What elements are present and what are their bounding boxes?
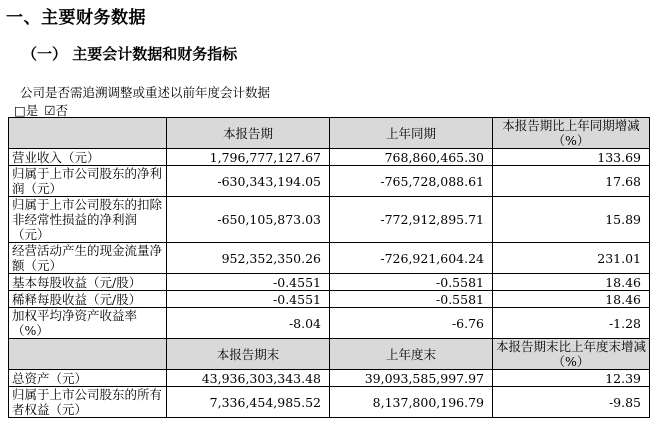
table-header-row [9, 339, 650, 370]
cell-value: -0.5581 [330, 291, 493, 308]
table-header-row [9, 118, 650, 149]
row-label: 总资产（元） [9, 370, 167, 387]
cell-value: -772,912,895.71 [330, 197, 493, 243]
cell-value: -0.4551 [167, 274, 330, 291]
row-label: 营业收入（元） [9, 149, 167, 166]
option-no-checkbox: ☑否 [44, 103, 69, 118]
cell-value: -0.4551 [167, 291, 330, 308]
row-label: 归属于上市公司股东的净利润（元） [9, 166, 167, 197]
table-row [9, 243, 650, 274]
table-row [9, 166, 650, 197]
cell-value: -726,921,604.24 [330, 243, 493, 274]
table-row [9, 387, 650, 418]
option-yes-checkbox: □是 [14, 103, 39, 118]
header-cell [9, 339, 167, 370]
cell-value: -0.5581 [330, 274, 493, 291]
row-label: 经营活动产生的现金流量净额（元） [9, 243, 167, 274]
cell-value: -1.28 [493, 308, 650, 339]
restatement-question: 公司是否需追溯调整或重述以前年度会计数据 [20, 85, 271, 100]
cell-value: 39,093,585,997.97 [330, 370, 493, 387]
row-label: 归属于上市公司股东的所有者权益（元） [9, 387, 167, 418]
cell-value: 768,860,465.30 [330, 149, 493, 166]
header-cell: 本报告期 [167, 118, 330, 149]
header-cell: 本报告期末 [167, 339, 330, 370]
row-label: 基本每股收益（元/股） [9, 274, 167, 291]
cell-value: -9.85 [493, 387, 650, 418]
cell-value: 1,796,777,127.67 [167, 149, 330, 166]
subsection-title: （一） 主要会计数据和财务指标 [22, 45, 238, 63]
header-cell: 上年同期 [330, 118, 493, 149]
row-label: 加权平均净资产收益率（%） [9, 308, 167, 339]
table-row [9, 291, 650, 308]
cell-value: 231.01 [493, 243, 650, 274]
cell-value: 15.89 [493, 197, 650, 243]
table-row [9, 370, 650, 387]
cell-value: 18.46 [493, 274, 650, 291]
table-row [9, 274, 650, 291]
cell-value: 18.46 [493, 291, 650, 308]
row-label: 稀释每股收益（元/股） [9, 291, 167, 308]
cell-value: -8.04 [167, 308, 330, 339]
cell-value: 43,936,303,343.48 [167, 370, 330, 387]
cell-value: 17.68 [493, 166, 650, 197]
cell-value: 952,352,350.26 [167, 243, 330, 274]
financial-data-table [8, 117, 650, 418]
header-cell: 本报告期末比上年度末增减（%） [493, 339, 650, 370]
header-cell: 上年度末 [330, 339, 493, 370]
cell-value: 7,336,454,985.52 [167, 387, 330, 418]
header-cell: 本报告期比上年同期增减（%） [493, 118, 650, 149]
cell-value: 12.39 [493, 370, 650, 387]
cell-value: 133.69 [493, 149, 650, 166]
table-row [9, 197, 650, 243]
cell-value: -630,343,194.05 [167, 166, 330, 197]
section-title: 一、主要财务数据 [6, 8, 146, 28]
table-row [9, 308, 650, 339]
table-row [9, 149, 650, 166]
cell-value: -650,105,873.03 [167, 197, 330, 243]
header-cell [9, 118, 167, 149]
row-label: 归属于上市公司股东的扣除非经常性损益的净利润（元） [9, 197, 167, 243]
cell-value: -765,728,088.61 [330, 166, 493, 197]
cell-value: -6.76 [330, 308, 493, 339]
cell-value: 8,137,800,196.79 [330, 387, 493, 418]
